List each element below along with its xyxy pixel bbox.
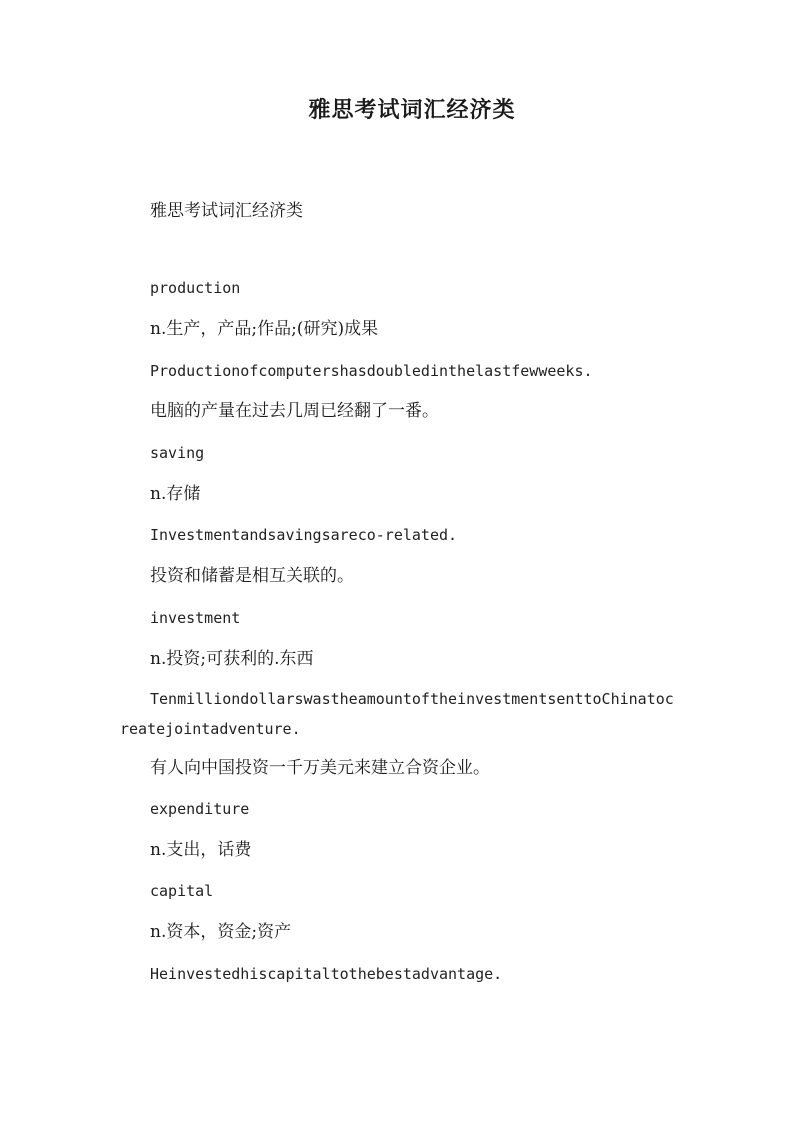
entry-word: capital	[150, 882, 214, 900]
entry-example: Investmentandsavingsareco-related.	[150, 526, 458, 544]
entry-word: production	[150, 279, 241, 297]
entry-example: Productionofcomputershasdoubledinthelastfewweeks.	[150, 362, 593, 380]
entry-translation: 投资和储蓄是相互关联的。	[150, 566, 354, 586]
entry-definition: n.存储	[150, 484, 201, 504]
entry-word: saving	[150, 444, 205, 462]
entry-definition: n.支出，话费	[150, 840, 252, 860]
entry-example: TenmilliondollarswastheamountoftheinvestmentsenttoChinatocreatejointadventure.	[120, 690, 674, 738]
document-title: 雅思考试词汇经济类	[308, 97, 516, 123]
entry-definition: n.投资;可获利的.东西	[150, 649, 314, 669]
entry-definition: n.资本，资金;资产	[150, 922, 292, 942]
entry-translation: 有人向中国投资一千万美元来建立合资企业。	[150, 758, 490, 778]
entry-definition: n.生产，产品;作品;(研究)成果	[150, 319, 379, 339]
entry-word: investment	[150, 609, 241, 627]
entry-translation: 电脑的产量在过去几周已经翻了一番。	[150, 401, 439, 421]
entry-word: expenditure	[150, 800, 250, 818]
entry-example: Heinvestedhiscapitaltothebestadvantage.	[150, 965, 503, 983]
document-subtitle: 雅思考试词汇经济类	[150, 201, 303, 221]
